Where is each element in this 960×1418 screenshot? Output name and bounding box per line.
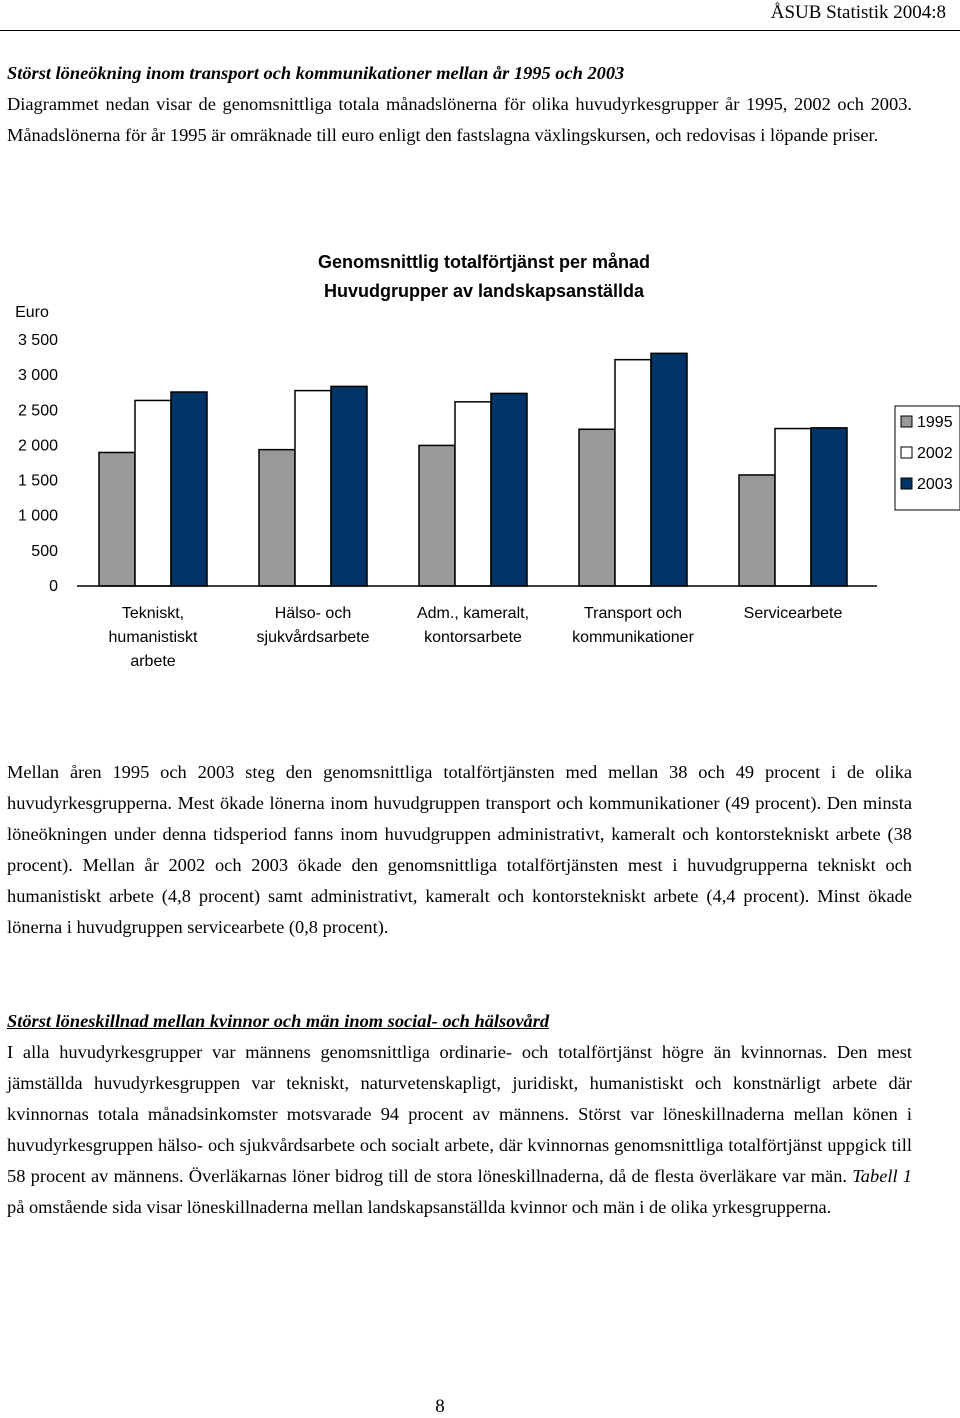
intro-section [7,58,912,151]
x-category-label: humanistiskt [108,629,198,646]
header-divider [0,30,960,31]
section2-text-after: på omstående sida visar löneskillnaderna mellan landskapsanställda kvinnor och män i de olika yrkesgrupperna. [7,1197,832,1217]
y-tick-label: 1 000 [17,507,58,525]
bar-2003 [651,353,687,586]
x-category-label: Adm., kameralt, [416,605,530,622]
section2-heading: Störst löneskillnad mellan kvinnor och män inom social- och hälsovård [7,1011,550,1031]
x-category-label: kommunikationer [572,629,694,646]
x-category-label: Tekniskt, [121,605,185,622]
intro-heading: Störst löneökning inom transport och kommunikationer mellan år 1995 och 2003 [7,63,625,83]
bar-2003 [811,428,847,586]
bar-1995 [579,429,615,586]
bar-2003 [171,392,207,586]
y-tick-label: 1 500 [17,472,58,490]
legend-swatch-2003 [901,478,912,489]
bar-2003 [331,386,367,586]
bar-2002 [295,391,331,586]
x-category-label: Servicearbete [743,605,843,622]
page-number: 8 [435,1396,445,1417]
chart-subtitle: Huvudgrupper av landskapsanställda [323,281,645,301]
legend-label-2003: 2003 [917,476,953,493]
body-paragraph: Mellan åren 1995 och 2003 steg den genomsnittliga totalförtjänsten med mellan 38 och 49 procent i de olika huvudyrkesgrupperna. Mest ökade lönerna inom huvudgruppen transport och kommunikationer (49 procent). Den minsta löneökningen under denna tidsperiod fanns inom huvudgruppen administrativt, kameralt och kontorstekniskt arbete (38 procent). Mellan år 2002 och 2003 ökade den genomsnittliga totalförtjänsten mest i huvudgrupperna tekniskt och humanistiskt arbete (4,8 procent) samt administrativt, kameralt och kontorstekniskt arbete (4,4 procent). Minst ökade lönerna i huvudgruppen servicearbete (0,8 procent). [7,762,912,937]
y-tick-label: 2 000 [17,437,58,455]
legend-label-2002: 2002 [917,445,953,462]
bar-1995 [419,445,455,586]
x-category-label: arbete [130,653,176,670]
report-header: ÅSUB Statistik 2004:8 [770,2,946,23]
y-axis-label: Euro [15,304,49,321]
bar-2002 [135,400,171,586]
legend-swatch-2002 [901,447,912,458]
y-tick-label: 3 500 [17,332,58,349]
salary-bar-chart [0,240,960,680]
legend-swatch-1995 [901,416,912,427]
bar-2003 [491,393,527,586]
x-category-label: sjukvårdsarbete [256,629,370,646]
section2 [7,1006,912,1223]
bar-1995 [99,452,135,586]
bar-2002 [775,429,811,586]
chart-title: Genomsnittlig totalförtjänst per månad [317,252,651,272]
bar-1995 [259,450,295,586]
y-tick-label: 2 500 [17,402,58,420]
x-category-label: Hälso- och [274,605,352,622]
bar-2002 [615,360,651,586]
x-category-label: kontorsarbete [424,629,522,646]
table-reference: Tabell 1 [852,1166,913,1186]
y-tick-label: 500 [31,542,58,560]
bar-2002 [455,402,491,586]
x-category-label: Transport och [583,605,683,622]
section2-text-before: I alla huvudyrkesgrupper var männens genomsnittliga ordinarie- och totalförtjänst högre än kvinnornas. Den mest jämställda huvudyrkesgruppen var tekniskt, naturvetenskapligt, juridiskt, humanistiskt och konstnärligt arbete där kvinnornas totala månadsinkomster motsvarade 94 procent av männens. Störst var löneskillnaderna mellan könen i huvudyrkesgruppen hälso- och sjukvårdsarbete och socialt arbete, där kvinnornas genomsnittliga totalförtjänst uppgick till 58 procent av männens. Överläkarnas löner bidrog till de stora löneskillnaderna, då de flesta överläkare var män. [7,1042,912,1186]
bar-1995 [739,475,775,586]
legend-label-1995: 1995 [917,414,953,431]
intro-text: Diagrammet nedan visar de genomsnittliga totala månadslönerna för olika huvudyrkesgrupper år 1995, 2002 och 2003. Månadslönerna för år 1995 är omräknade till euro enligt den fastslagna växlingskursen, och redovisas i löpande priser. [7,94,912,145]
y-tick-label: 3 000 [17,367,58,385]
y-tick-label: 0 [49,578,58,595]
